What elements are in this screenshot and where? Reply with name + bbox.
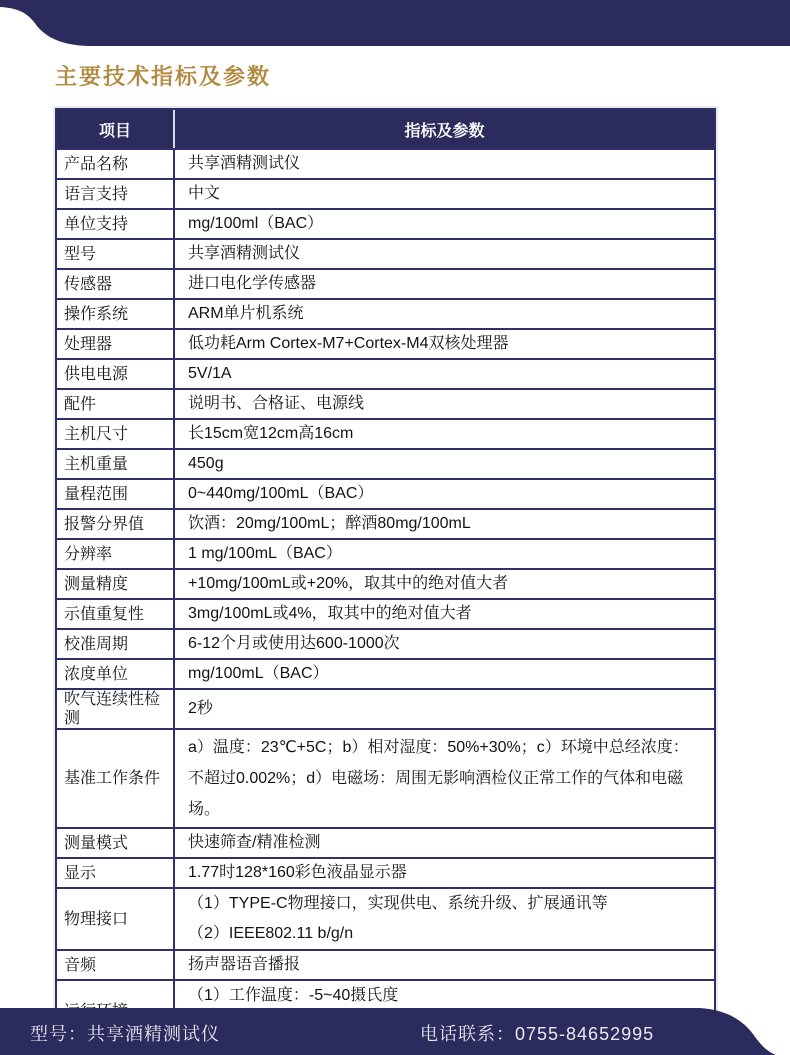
spec-value-line: （2）IEEE802.11 b/g/n	[188, 925, 354, 942]
spec-label-cell: 配件	[57, 390, 175, 418]
spec-value-cell: 快速筛查/精准检测	[188, 834, 321, 851]
table-row	[57, 448, 714, 478]
spec-label-cell: 浓度单位	[57, 660, 175, 688]
header-cell-spec: 指标及参数	[404, 122, 485, 140]
spec-label-cell: 分辨率	[57, 540, 175, 568]
spec-value-cell	[175, 889, 714, 949]
spec-value-cell: 说明书、合格证、电源线	[188, 395, 365, 412]
table-row	[57, 328, 714, 358]
spec-label-cell: 显示	[57, 859, 175, 887]
spec-value-cell: +10mg/100mL或+20%，取其中的绝对值大者	[188, 575, 509, 592]
spec-value-cell: 1.77时128*160彩色液晶显示器	[188, 864, 407, 881]
spec-label-cell: 音频	[57, 951, 175, 979]
table-row	[57, 148, 714, 178]
spec-label-cell: 测量精度	[57, 570, 175, 598]
spec-label-cell: 型号	[57, 240, 175, 268]
spec-value-line: （1）TYPE-C物理接口，实现供电、系统升级、扩展通讯等	[188, 895, 608, 912]
table-row	[57, 478, 714, 508]
spec-value-cell: 进口电化学传感器	[188, 275, 317, 292]
page-title: 主要技术指标及参数	[55, 64, 272, 89]
table-row	[57, 358, 714, 388]
spec-table-body	[57, 148, 714, 1041]
spec-value-cell: 共享酒精测试仪	[188, 155, 301, 172]
table-row	[57, 418, 714, 448]
spec-value-cell: 1 mg/100mL（BAC）	[188, 545, 342, 562]
spec-label-cell: 产品名称	[57, 150, 175, 178]
table-row	[57, 208, 714, 238]
spec-label-cell: 单位支持	[57, 210, 175, 238]
spec-value-line: （1）工作温度：-5~40摄氏度	[188, 987, 399, 1004]
spec-value-cell: 长15cm宽12cm高16cm	[188, 425, 354, 442]
table-row	[57, 658, 714, 688]
spec-value-cell: ARM单片机系统	[188, 305, 304, 322]
table-row	[57, 178, 714, 208]
table-row	[57, 887, 714, 949]
spec-value-cell: 5V/1A	[188, 365, 232, 382]
spec-value-cell: mg/100mL（BAC）	[188, 665, 329, 682]
spec-label-cell: 校准周期	[57, 630, 175, 658]
spec-value-cell: 2秒	[188, 700, 213, 717]
table-row	[57, 508, 714, 538]
spec-label-cell: 报警分界值	[57, 510, 175, 538]
table-row	[57, 688, 714, 728]
table-row	[57, 728, 714, 827]
top-banner-swoosh-shape	[0, 0, 790, 48]
spec-label-cell: 传感器	[57, 270, 175, 298]
table-row	[57, 827, 714, 857]
table-row	[57, 568, 714, 598]
table-row	[57, 298, 714, 328]
spec-label-cell: 测量模式	[57, 829, 175, 857]
table-row	[57, 857, 714, 887]
top-banner	[0, 0, 790, 48]
spec-value-cell: 0~440mg/100mL（BAC）	[188, 485, 374, 502]
footer-banner	[0, 1008, 790, 1055]
spec-table-header-row	[57, 110, 714, 148]
spec-label-cell: 示值重复性	[57, 600, 175, 628]
table-row	[57, 628, 714, 658]
spec-label-cell: 处理器	[57, 330, 175, 358]
spec-value-cell: 共享酒精测试仪	[188, 245, 301, 262]
spec-label-cell: 量程范围	[57, 480, 175, 508]
spec-value-cell: 低功耗Arm Cortex-M7+Cortex-M4双核处理器	[188, 335, 509, 352]
table-row	[57, 268, 714, 298]
spec-table	[55, 108, 716, 1043]
spec-label-cell: 主机重量	[57, 450, 175, 478]
header-cell-item: 项目	[57, 110, 175, 148]
footer-model-text: 型号：共享酒精测试仪	[30, 1024, 220, 1044]
table-row	[57, 238, 714, 268]
spec-label-cell: 吹气连续性检测	[57, 690, 175, 728]
spec-value-cell: mg/100ml（BAC）	[188, 215, 324, 232]
footer-phone-text: 电话联系：0755-84652995	[420, 1024, 655, 1044]
table-row	[57, 538, 714, 568]
spec-label-cell: 操作系统	[57, 300, 175, 328]
spec-value-cell: a）温度：23℃+5C；b）相对湿度：50%+30%；c）环境中总经浓度：不超过0.002%；d）电磁场：周围无影响酒检仪正常工作的气体和电磁场。	[188, 739, 689, 818]
spec-label-cell: 语言支持	[57, 180, 175, 208]
spec-value-cell: 450g	[188, 455, 224, 472]
spec-label-cell: 主机尺寸	[57, 420, 175, 448]
spec-label-cell: 供电电源	[57, 360, 175, 388]
spec-value-cell: 饮酒：20mg/100mL；醉酒80mg/100mL	[188, 515, 471, 532]
table-row	[57, 949, 714, 979]
spec-value-cell: 6-12个月或使用达600-1000次	[188, 635, 400, 652]
spec-label-cell: 物理接口	[57, 889, 175, 949]
spec-value-cell: 中文	[188, 185, 221, 202]
table-row	[57, 598, 714, 628]
spec-value-cell: 3mg/100mL或4%，取其中的绝对值大者	[188, 605, 472, 622]
spec-label-cell: 基准工作条件	[57, 730, 175, 827]
spec-value-cell: 扬声器语音播报	[188, 956, 301, 973]
table-row	[57, 388, 714, 418]
